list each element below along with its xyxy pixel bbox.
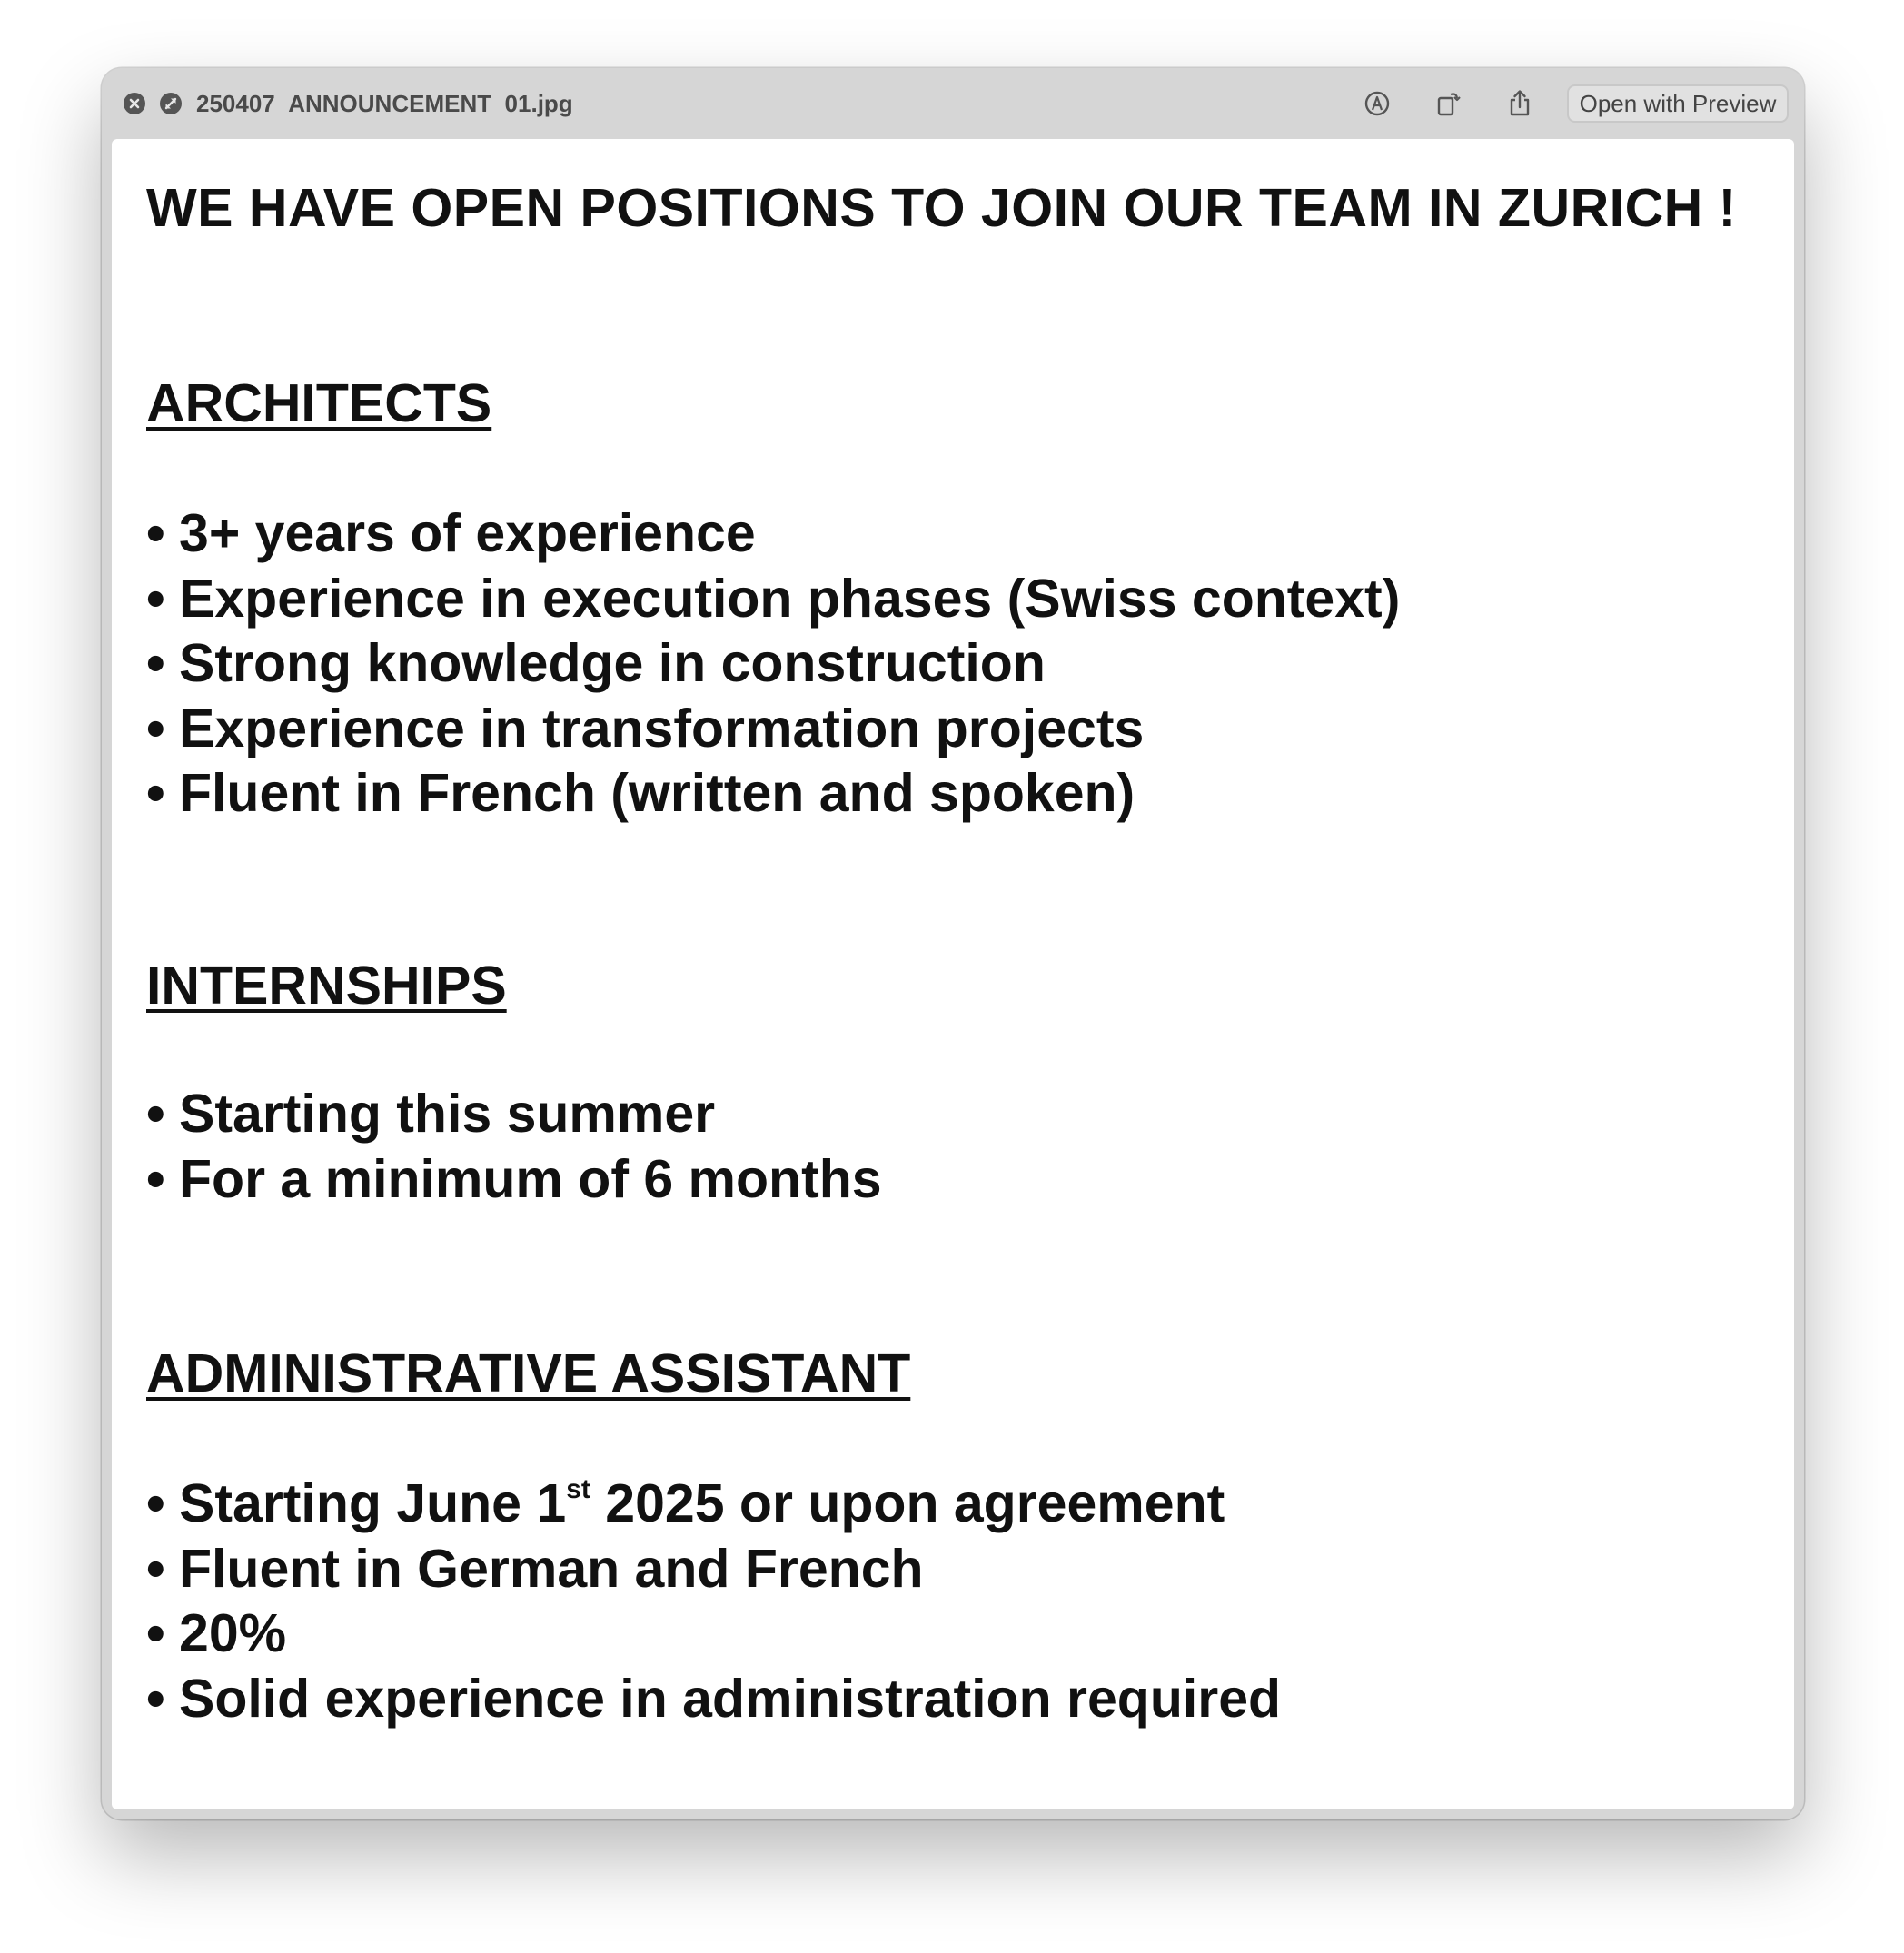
internships-requirements-list — [146, 1082, 882, 1212]
section-title-architects: ARCHITECTS — [146, 373, 492, 433]
list-item-text: 3+ years of experience — [179, 503, 756, 563]
list-item-text: 20% — [179, 1603, 287, 1663]
bullet: • — [146, 1538, 165, 1599]
window-filename: 250407_ANNOUNCEMENT_01.jpg — [196, 90, 573, 117]
bullet: • — [146, 698, 165, 758]
list-item — [146, 1601, 1281, 1667]
fullscreen-icon[interactable] — [160, 93, 182, 114]
share-icon[interactable] — [1501, 84, 1539, 123]
list-item-text: Solid experience in administration required — [179, 1668, 1282, 1729]
rotate-icon[interactable] — [1430, 84, 1468, 123]
section-title-internships: INTERNSHIPS — [146, 956, 507, 1016]
list-item — [146, 1537, 1281, 1602]
list-item — [146, 501, 1400, 567]
bullet: • — [146, 503, 165, 563]
list-item-text: Experience in execution phases (Swiss context) — [179, 568, 1401, 629]
list-item-text: For a minimum of 6 months — [179, 1148, 882, 1209]
list-item — [146, 697, 1400, 762]
assistant-requirements-list — [146, 1472, 1281, 1731]
list-item-text: Fluent in German and French — [179, 1538, 924, 1599]
date-text-end: 2025 or upon agreement — [590, 1473, 1225, 1533]
open-with-preview-button[interactable]: Open with Preview — [1567, 84, 1789, 123]
bullet: • — [146, 1148, 165, 1209]
list-item-text — [179, 1472, 1225, 1537]
ordinal-suffix: st — [566, 1474, 590, 1504]
bullet: • — [146, 1473, 165, 1533]
image-preview — [112, 139, 1794, 1809]
list-item — [146, 761, 1400, 827]
list-item — [146, 1082, 882, 1147]
date-text-start: Starting June 1 — [179, 1473, 567, 1533]
bullet: • — [146, 763, 165, 823]
list-item-text: Experience in transformation projects — [179, 698, 1145, 758]
list-item — [146, 631, 1400, 697]
bullet: • — [146, 1603, 165, 1663]
list-item — [146, 1472, 1281, 1537]
markup-icon[interactable] — [1358, 84, 1396, 123]
section-title-administrative-assistant: ADMINISTRATIVE ASSISTANT — [146, 1343, 911, 1403]
list-item — [146, 567, 1400, 632]
architects-requirements-list — [146, 501, 1400, 827]
title-bar — [102, 68, 1804, 139]
bullet: • — [146, 1084, 165, 1144]
list-item-text: Starting this summer — [179, 1084, 716, 1144]
bullet: • — [146, 568, 165, 629]
list-item-text: Strong knowledge in construction — [179, 633, 1046, 693]
bullet: • — [146, 1668, 165, 1729]
list-item — [146, 1147, 882, 1213]
headline: WE HAVE OPEN POSITIONS TO JOIN OUR TEAM IN ZURICH ! — [146, 178, 1737, 238]
list-item-text: Fluent in French (written and spoken) — [179, 763, 1135, 823]
close-icon[interactable] — [124, 93, 145, 114]
quicklook-window — [102, 68, 1804, 1819]
list-item — [146, 1667, 1281, 1732]
bullet: • — [146, 633, 165, 693]
